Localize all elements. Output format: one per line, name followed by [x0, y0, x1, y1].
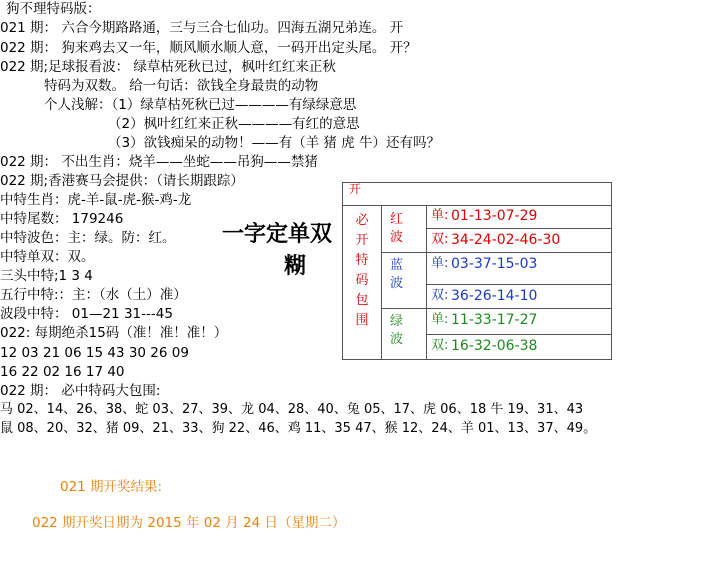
- draw-date: 022 期开奖日期为 2015 年 02 月 24 日（星期二）: [32, 515, 346, 531]
- text-line-8: 022 期： 不出生肖：烧羊——坐蛇——吊狗——禁猪: [0, 154, 318, 170]
- table-row: [427, 205, 611, 229]
- text-line-6: （2）枫叶红红来正秋————有红的意思: [108, 116, 360, 132]
- text-line-13: 中特单双：双。: [0, 249, 95, 265]
- group-red-label: 红波: [390, 212, 404, 245]
- row-key: 双:: [431, 288, 449, 303]
- text-line-20: 022 期： 必中特码大包围:: [0, 383, 161, 399]
- page-title: 狗不理特码版：: [6, 1, 101, 17]
- table-row: [427, 309, 611, 335]
- table-header-text: 开: [349, 182, 362, 196]
- row-value: 36-26-14-10: [451, 288, 538, 304]
- text-line-17: 022: 每期绝杀15码（准！准！准！）: [0, 325, 228, 341]
- row-key: 双:: [431, 232, 449, 247]
- text-line-16: 波段中特： 01—21 31---45: [0, 306, 173, 322]
- big-text-line-2: 糊: [284, 254, 307, 279]
- text-line-7: （3）欲钱痴呆的动物！——有（羊 猪 虎 牛）还有吗？: [108, 135, 440, 151]
- row-value: 11-33-17-27: [451, 312, 538, 328]
- result-heading: 021 期开奖结果:: [60, 479, 163, 495]
- table-row: [427, 229, 611, 253]
- row-key: 单:: [431, 256, 449, 271]
- row-key: 双:: [431, 338, 449, 353]
- row-value: 34-24-02-46-30: [451, 232, 561, 248]
- big-text-line-1: 一字定单双: [222, 222, 333, 247]
- table-side-column: [343, 205, 382, 359]
- text-line-12: 中特波色：主：绿。防：红。: [0, 230, 176, 246]
- special-code-table: [342, 182, 612, 360]
- row-key: 单:: [431, 208, 449, 223]
- row-value: 03-37-15-03: [451, 256, 538, 272]
- text-line-5: 个人浅解：（1）绿草枯死秋已过————有绿绿意思: [44, 97, 357, 113]
- group-green: [382, 309, 427, 359]
- text-line-19: 16 22 02 16 17 40: [0, 364, 125, 380]
- group-green-label: 绿波: [390, 314, 404, 347]
- text-line-14: 三头中特;1 3 4: [0, 268, 93, 284]
- text-line-10: 中特生肖：虎-羊-鼠-虎-猴-鸡-龙: [0, 192, 192, 208]
- table-side-label: 必开特码包围: [355, 213, 369, 328]
- table-row: [427, 285, 611, 309]
- text-line-2: 022 期： 狗来鸡去又一年，顺风顺水顺人意，一码开出定头尾。 开？: [0, 40, 417, 56]
- text-line-21: 马 02、14、26、38、蛇 03、27、39、龙 04、28、40、兔 05、17、虎 06、18 牛 19、31、43: [0, 402, 584, 417]
- table-row: [427, 253, 611, 285]
- group-red: [382, 205, 427, 253]
- text-line-1: 021 期： 六合今期路路通，三与三合七仙功。四海五湖兄弟连。 开: [0, 20, 404, 36]
- table-row: [427, 335, 611, 359]
- text-line-3: 022 期;足球报看波： 绿草枯死秋已过，枫叶红红来正秋: [0, 59, 336, 75]
- text-line-18: 12 03 21 06 15 43 30 26 09: [0, 345, 189, 361]
- text-line-22: 鼠 08、20、32、猪 09、21、33、狗 22、46、鸡 11、35 47、猴 12、24、羊 01、13、37、49。: [0, 421, 597, 436]
- group-blue: [382, 253, 427, 309]
- text-line-11: 中特尾数： 179246: [0, 211, 124, 227]
- group-blue-label: 蓝波: [390, 258, 404, 291]
- text-line-15: 五行中特:：主：（水（土）准）: [0, 287, 187, 303]
- row-value: 16-32-06-38: [451, 338, 538, 354]
- row-key: 单:: [431, 312, 449, 327]
- row-value: 01-13-07-29: [451, 208, 538, 224]
- table-header: [343, 183, 611, 206]
- text-line-4: 特码为双数。 给一句话：欲钱全身最贵的动物: [44, 78, 319, 94]
- text-line-9: 022 期;香港赛马会提供：（请长期跟踪）: [0, 173, 244, 189]
